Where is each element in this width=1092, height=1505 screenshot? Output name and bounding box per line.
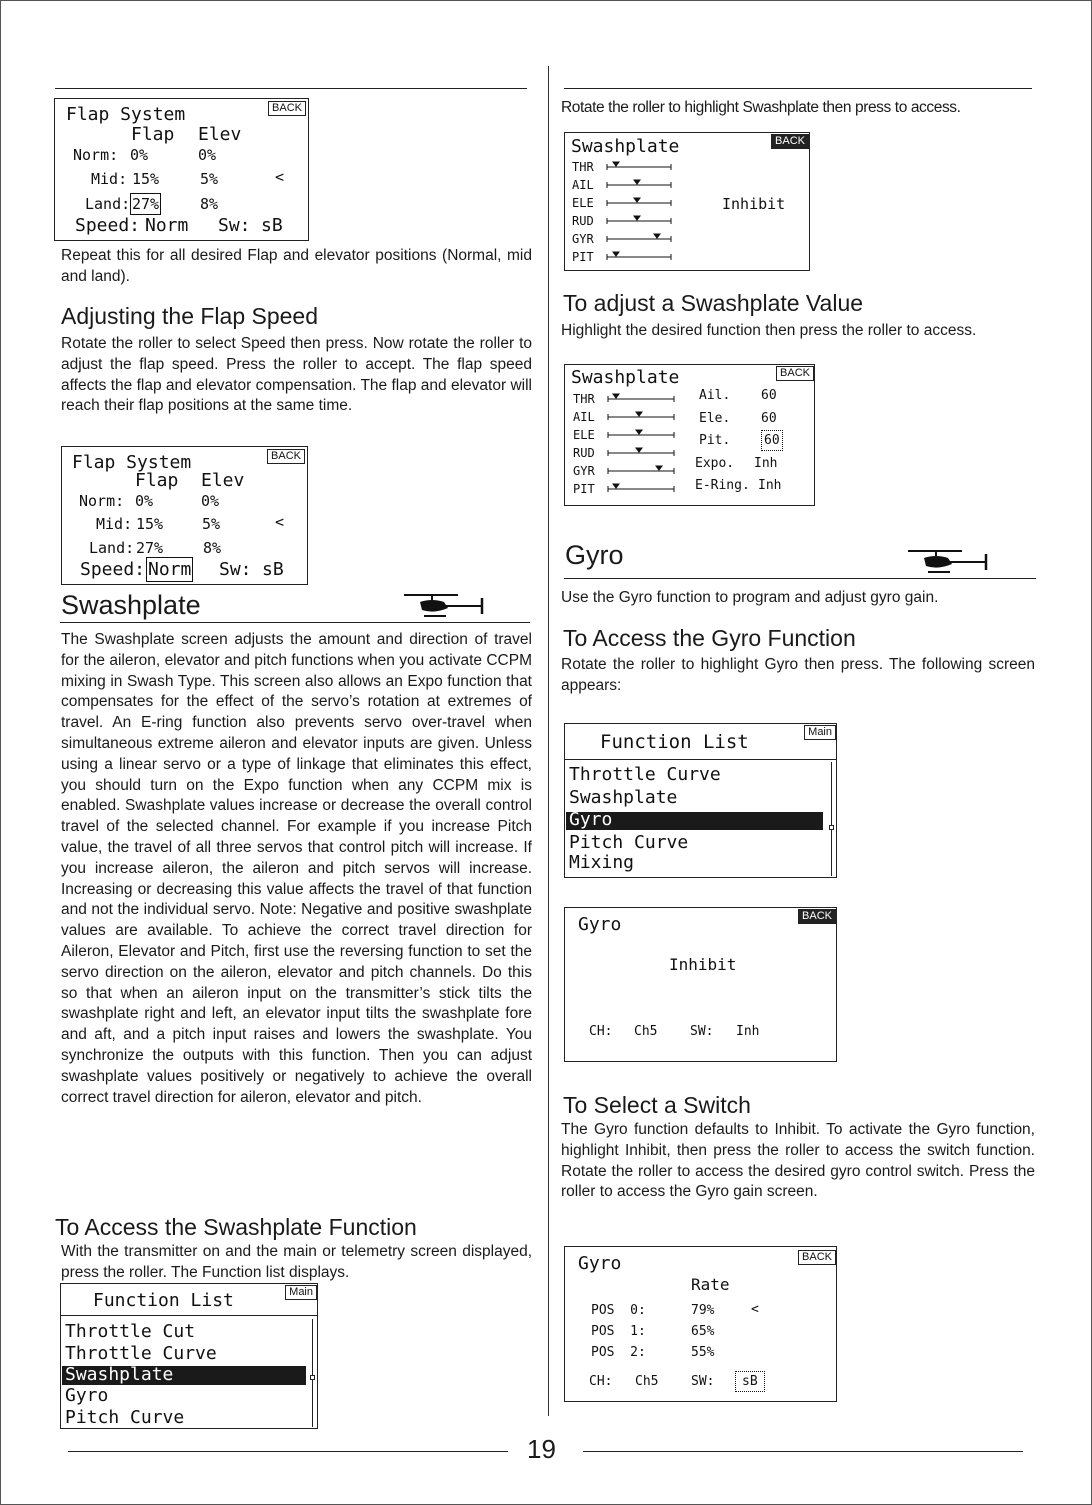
- row-norm-flap: 0%: [135, 492, 154, 510]
- sw-label: Sw:: [218, 215, 251, 236]
- speed-label: Speed:: [75, 215, 141, 236]
- footer-rule-left: [68, 1451, 508, 1452]
- back-tag: BACK: [776, 366, 814, 381]
- main-tag: Main: [285, 1285, 317, 1300]
- sw-value[interactable]: sB: [738, 1374, 762, 1389]
- pos2-value: 55%: [691, 1345, 715, 1360]
- back-tag: BACK: [798, 1250, 836, 1265]
- row-norm-elev: 0%: [201, 492, 220, 510]
- row-norm-label: Norm:: [73, 146, 119, 164]
- flap-speed-heading: Adjusting the Flap Speed: [61, 303, 319, 329]
- row-mid-label: Mid:: [91, 170, 128, 188]
- pos2-label: POS 2:: [591, 1345, 646, 1360]
- channel-label: ELE: [573, 428, 595, 442]
- list-item[interactable]: Throttle Curve: [65, 1343, 217, 1364]
- channel-label: THR: [572, 160, 594, 174]
- row-mid-flap: 15%: [136, 515, 164, 533]
- flap-speed-text: Rotate the roller to select Speed then press. Now rotate the roller to adjust the flap speed. Press the roller to accept. The flap speed affects the flap and elevator compensation. The flap and elevator will reach their flap positions at the same time.: [61, 335, 532, 415]
- list-item-selected[interactable]: Gyro: [569, 809, 613, 830]
- page-number: 19: [527, 1434, 556, 1464]
- top-rule-left: [55, 88, 527, 89]
- ch-value: Ch5: [634, 1024, 658, 1039]
- gyro-text: Use the Gyro function to program and adjust gyro gain.: [561, 589, 939, 606]
- select-switch-heading: To Select a Switch: [563, 1092, 751, 1118]
- pit-label: Pit.: [699, 433, 731, 448]
- ch-value: Ch5: [635, 1374, 659, 1389]
- pos1-label: POS 1:: [591, 1324, 646, 1339]
- gyro-screen-1: [564, 907, 837, 1062]
- ering-value: Inh: [758, 478, 782, 493]
- scrollbar-thumb[interactable]: [310, 1375, 315, 1380]
- row-mid-flap: 15%: [132, 170, 160, 188]
- scrollbar-thumb[interactable]: [829, 825, 834, 830]
- channel-label: AIL: [573, 410, 595, 424]
- helicopter-icon: [906, 546, 992, 576]
- channel-label: PIT: [573, 482, 595, 496]
- title-divider: [61, 1315, 318, 1316]
- cursor-marker: <: [275, 168, 285, 186]
- channel-label: AIL: [572, 178, 594, 192]
- helicopter-icon: [402, 590, 488, 620]
- access-gyro-text: Rotate the roller to highlight Gyro then press. The following screen appears:: [561, 656, 1035, 694]
- row-land-label: Land:: [85, 195, 131, 213]
- sw-label: Sw:: [219, 559, 252, 580]
- flap-system-screen-2: [61, 446, 308, 585]
- channel-sliders: [605, 159, 675, 269]
- row-mid-elev: 5%: [200, 170, 219, 188]
- back-tag: BACK: [268, 101, 306, 116]
- swashplate-title: Swashplate: [571, 367, 680, 388]
- swashplate-text: The Swashplate screen adjusts the amount and direction of travel for the aileron, elevator and pitch functions when you activate CCPM mixing in Swash Type. This screen also allows an Expo function that compensates for the effect of the servo’s rotation at extremes of travel. An E-ring function also prevents servo over-travel when simultaneous extreme aileron and elevator inputs are given. Unless using a linear servo or a type of linkage that eliminates this effect, you should turn on the Expo function when any CCPM mix is enabled. Swashplate values increase or decrease the overall control travel of the selected channel. For example if you increase Pitch value, the travel of all three servos that control pitch will increase. If you increase aileron, the aileron and pitch servos will increase. Increasing or decreasing this value affects the travel of that function and not the individual servo. Note: Negative and positive swashplate values are available. To achieve the correct travel direction for Aileron, Elevator and Pitch, first use the reversing function to set the servo direction on the aileron, elevator and pitch channels. Do this so that when an aileron input on the transmitter’s stick tilts the swashplate right and left, an elevator input tilts the swashplate fore and aft, and a pitch input raises and lowers the swashplate. You synchronize the outputs with this function. Then you can adjust swashplate values positively or negatively to achieve the overall correct travel direction for aileron, elevator and pitch.: [61, 631, 532, 1106]
- pos0-label: POS 0:: [591, 1303, 646, 1318]
- row-norm-flap: 0%: [130, 146, 149, 164]
- list-item[interactable]: Gyro: [65, 1385, 109, 1406]
- top-rule-right: [564, 88, 1032, 89]
- ail-label: Ail.: [699, 388, 731, 403]
- cursor-marker: <: [751, 1302, 759, 1317]
- back-tag: BACK: [798, 909, 836, 924]
- expo-value: Inh: [754, 456, 778, 471]
- access-gyro-heading: To Access the Gyro Function: [563, 625, 856, 651]
- gyro-title: Gyro: [578, 914, 622, 935]
- gyro-heading: Gyro: [565, 540, 624, 570]
- main-tag: Main: [804, 725, 836, 740]
- swashplate-heading: Swashplate: [61, 590, 201, 620]
- channel-sliders: [606, 391, 678, 501]
- channel-label: PIT: [572, 250, 594, 264]
- ele-label: Ele.: [699, 411, 731, 426]
- col-flap: Flap: [131, 124, 175, 145]
- list-item[interactable]: Swashplate: [569, 787, 678, 808]
- list-item[interactable]: Throttle Cut: [65, 1321, 196, 1342]
- list-item[interactable]: Pitch Curve: [65, 1407, 185, 1428]
- gyro-rule: [564, 578, 1036, 579]
- ail-value: 60: [761, 388, 777, 403]
- sw-value: Inh: [736, 1024, 760, 1039]
- swashplate-screen-1: [564, 132, 810, 271]
- title-divider: [565, 759, 837, 760]
- row-norm-label: Norm:: [79, 492, 125, 510]
- pit-value[interactable]: 60: [764, 433, 780, 448]
- swashplate-rule: [60, 622, 530, 623]
- channel-label: ELE: [572, 196, 594, 210]
- gyro-screen-2: [564, 1246, 837, 1402]
- back-tag: BACK: [267, 449, 305, 464]
- sw-value: sB: [261, 215, 283, 236]
- row-norm-elev: 0%: [198, 146, 217, 164]
- flap-screen-title: Flap System: [72, 452, 192, 473]
- channel-label: GYR: [572, 232, 594, 246]
- select-switch-text: The Gyro function defaults to Inhibit. To activate the Gyro function, highlight Inhibit, then press the roller to access the switch function. Rotate the roller to access the desired gyro control switch. Press the roller to access the Gyro gain screen.: [561, 1121, 1035, 1201]
- flap-screen-title: Flap System: [66, 104, 186, 125]
- scrollbar[interactable]: [312, 1319, 313, 1427]
- adjust-swash-heading: To adjust a Swashplate Value: [563, 290, 864, 316]
- speed-label: Speed:: [80, 559, 146, 580]
- function-list-title: Function List: [600, 731, 749, 753]
- list-item-selected[interactable]: Swashplate: [65, 1364, 174, 1385]
- flap-system-screen-1: [54, 98, 309, 241]
- status-inhibit[interactable]: Inhibit: [669, 955, 737, 974]
- rate-label: Rate: [691, 1275, 730, 1294]
- ering-label: E-Ring.: [695, 478, 750, 493]
- access-swash-text: With the transmitter on and the main or telemetry screen displayed, press the roller. The Function list displays.: [61, 1243, 532, 1281]
- col-elev: Elev: [198, 124, 242, 145]
- channel-label: RUD: [573, 446, 595, 460]
- sw-label: SW:: [691, 1374, 715, 1389]
- col-elev: Elev: [201, 470, 245, 491]
- swashplate-title: Swashplate: [571, 136, 680, 157]
- row-land-flap[interactable]: 27%: [132, 195, 160, 213]
- repeat-text: Repeat this for all desired Flap and elevator positions (Normal, mid and land).: [61, 247, 532, 285]
- row-land-label: Land:: [89, 539, 135, 557]
- cursor-marker: <: [275, 513, 285, 531]
- pos1-value: 65%: [691, 1324, 715, 1339]
- gyro-title: Gyro: [578, 1253, 622, 1274]
- channel-label: RUD: [572, 214, 594, 228]
- column-divider: [548, 66, 549, 1416]
- speed-value[interactable]: Norm: [148, 559, 192, 580]
- ele-value: 60: [761, 411, 777, 426]
- function-list-title: Function List: [93, 1290, 234, 1311]
- status-inhibit[interactable]: Inhibit: [722, 195, 786, 213]
- row-mid-label: Mid:: [96, 515, 133, 533]
- row-mid-elev: 5%: [202, 515, 221, 533]
- list-item[interactable]: Mixing: [569, 852, 635, 873]
- adjust-swash-text: Highlight the desired function then press the roller to access.: [561, 322, 977, 339]
- col-flap: Flap: [135, 470, 179, 491]
- access-swash-heading: To Access the Swashplate Function: [55, 1214, 417, 1240]
- function-list-screen-2: [564, 723, 837, 878]
- ch-label: CH:: [589, 1374, 613, 1389]
- swashplate-screen-2: [564, 364, 815, 506]
- channel-label: GYR: [573, 464, 595, 478]
- ch-label: CH:: [589, 1024, 613, 1039]
- pos0-value: 79%: [691, 1303, 715, 1318]
- speed-value: Norm: [145, 215, 189, 236]
- footer-rule-right: [583, 1451, 1023, 1452]
- row-land-flap: 27%: [136, 539, 164, 557]
- function-list-screen-1: [60, 1283, 318, 1429]
- back-tag: BACK: [771, 134, 809, 149]
- row-land-elev: 8%: [200, 195, 219, 213]
- scrollbar[interactable]: [831, 762, 832, 876]
- list-item[interactable]: Throttle Curve: [569, 764, 721, 785]
- expo-label: Expo.: [695, 456, 735, 471]
- sw-label: SW:: [690, 1024, 714, 1039]
- channel-label: THR: [573, 392, 595, 406]
- rotate-swash-text: Rotate the roller to highlight Swashplate then press to access.: [561, 99, 961, 116]
- sw-value: sB: [262, 559, 284, 580]
- row-land-elev: 8%: [203, 539, 222, 557]
- list-item[interactable]: Pitch Curve: [569, 832, 689, 853]
